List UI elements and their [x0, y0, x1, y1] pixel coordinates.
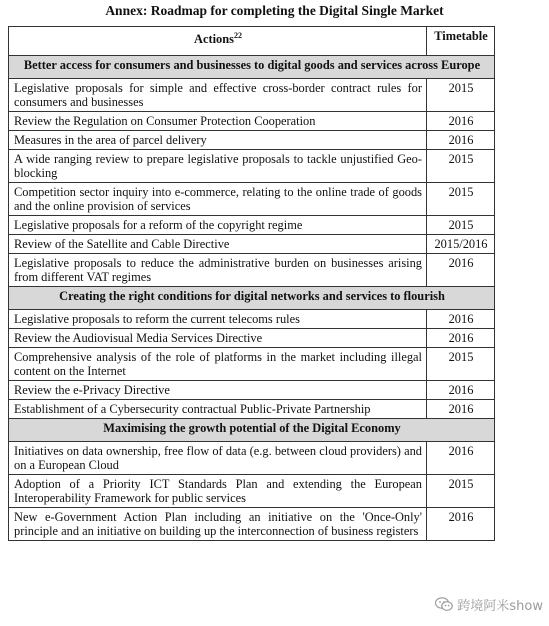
table-row: [9, 475, 495, 508]
action-cell: Legislative proposals for a reform of the copyright regime: [9, 216, 427, 235]
timetable-cell: 2015/2016: [427, 235, 495, 254]
action-cell: Legislative proposals to reduce the administrative burden on businesses arising from different VAT regimes: [9, 254, 427, 287]
table-row: [9, 183, 495, 216]
timetable-cell: 2015: [427, 216, 495, 235]
action-cell: Initiatives on data ownership, free flow of data (e.g. between cloud providers) and on a European Cloud: [9, 442, 427, 475]
actions-header: [9, 27, 427, 56]
document-title: Annex: Roadmap for completing the Digital Single Market: [105, 3, 444, 18]
timetable-cell: 2016: [427, 112, 495, 131]
table-row: [9, 508, 495, 541]
timetable-cell: 2016: [427, 131, 495, 150]
timetable-cell: 2016: [427, 508, 495, 541]
actions-header-label: Actions: [194, 32, 234, 47]
section-heading: Better access for consumers and businesses to digital goods and services across Europe: [9, 56, 495, 79]
action-cell: Review the e-Privacy Directive: [9, 381, 427, 400]
table-row: [9, 254, 495, 287]
table-row: [9, 79, 495, 112]
action-cell: Measures in the area of parcel delivery: [9, 131, 427, 150]
action-cell: Legislative proposals to reform the current telecoms rules: [9, 310, 427, 329]
footnote-marker: 22: [233, 31, 242, 40]
timetable-cell: 2015: [427, 348, 495, 381]
action-cell: Establishment of a Cybersecurity contractual Public-Private Partnership: [9, 400, 427, 419]
section-heading-row: [9, 419, 495, 442]
table-row: [9, 381, 495, 400]
action-cell: Competition sector inquiry into e-commerce, relating to the online trade of goods and the online provision of services: [9, 183, 427, 216]
action-cell: Adoption of a Priority ICT Standards Plan and extending the European Interoperability Framework for public services: [9, 475, 427, 508]
table-row: [9, 112, 495, 131]
action-cell: New e-Government Action Plan including an initiative on the 'Once-Only' principle and an initiative on building up the interconnection of business registers: [9, 508, 427, 541]
timetable-cell: 2016: [427, 310, 495, 329]
action-cell: Legislative proposals for simple and effective cross-border contract rules for consumers and businesses: [9, 79, 427, 112]
table-row: [9, 216, 495, 235]
section-heading: Creating the right conditions for digital networks and services to flourish: [9, 287, 495, 310]
action-cell: A wide ranging review to prepare legislative proposals to tackle unjustified Geo-blocking: [9, 150, 427, 183]
action-cell: Review the Audiovisual Media Services Directive: [9, 329, 427, 348]
timetable-cell: 2016: [427, 254, 495, 287]
timetable-header: Timetable: [427, 27, 495, 56]
action-cell: Comprehensive analysis of the role of platforms in the market including illegal content on the Internet: [9, 348, 427, 381]
timetable-cell: 2015: [427, 150, 495, 183]
timetable-cell: 2016: [427, 400, 495, 419]
section-heading-row: [9, 287, 495, 310]
roadmap-table: [8, 26, 495, 541]
timetable-cell: 2016: [427, 442, 495, 475]
watermark-text: 跨境阿米show: [457, 599, 543, 614]
table-row: [9, 329, 495, 348]
table-row: [9, 150, 495, 183]
section-heading-row: [9, 56, 495, 79]
table-row: [9, 131, 495, 150]
timetable-cell: 2015: [427, 183, 495, 216]
timetable-cell: 2015: [427, 475, 495, 508]
table-row: [9, 442, 495, 475]
timetable-cell: 2015: [427, 79, 495, 112]
action-cell: Review of the Satellite and Cable Directive: [9, 235, 427, 254]
table-row: [9, 235, 495, 254]
action-cell: Review the Regulation on Consumer Protection Cooperation: [9, 112, 427, 131]
wechat-icon: [435, 597, 453, 612]
section-heading: Maximising the growth potential of the Digital Economy: [9, 419, 495, 442]
timetable-cell: 2016: [427, 381, 495, 400]
table-header-row: [9, 27, 495, 56]
table-row: [9, 310, 495, 329]
table-row: [9, 348, 495, 381]
watermark: [435, 595, 543, 614]
table-row: [9, 400, 495, 419]
timetable-cell: 2016: [427, 329, 495, 348]
